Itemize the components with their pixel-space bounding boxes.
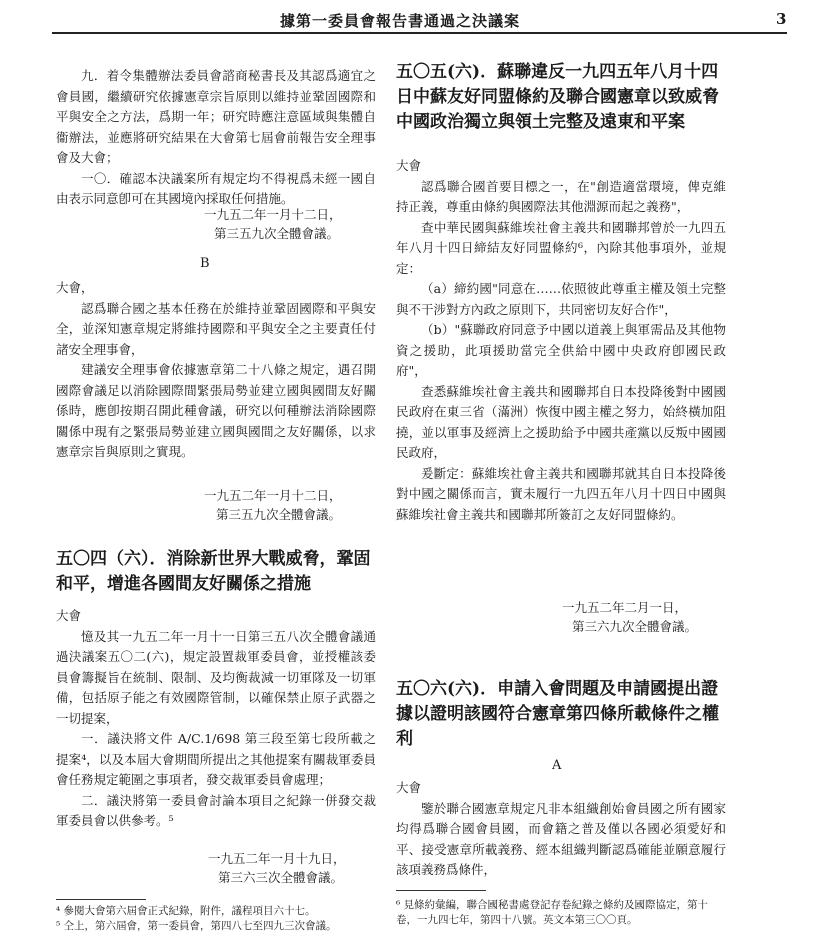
resolution-505-paragraph-4: 爰斷定：蘇維埃社會主義共和國聯邦就其自日本投降後對中國之關係而言，實未履行一九四五年八月十四日中國與蘇維埃社會主義共和國聯邦所簽訂之友好同盟條約。 [396,465,726,522]
resolution-505-paragraph-b: （b）"蘇聯政府同意予中國以道義上與軍需品及其他物資之援助，此項援助當完全供給中國中央政府卽國民政府"， [396,322,726,378]
resolution-504-body [56,606,376,832]
footnote-4: ⁴ 參閱大會第六屆會正式紀錄，附件，議程項目六十七。 [56,905,316,917]
signature-date-4: 一九五二年二月一日， [562,600,688,615]
section-b-paragraph-1: 認爲聯合國之基本任務在於維持並鞏固國際和平與安全，並深知憲章規定將維持國際和平與安全之主要責任付諸安全理事會， [56,300,376,357]
resolution-505-title: 蘇聯違反一九四五年八月十四日中蘇友好同盟條約及聯合國憲章以致威脅中國政治獨立與領土完整及遠東和平案 [396,62,719,132]
running-title: 據第一委員會報告書通過之決議案 [280,12,521,30]
footnote-5: ⁵ 仝上，第六屆會，第一委員會，第四八七至四九三次會議。 [56,920,337,932]
resolution-505-number: 五〇五(六)． [396,62,498,82]
paragraph-9: 九．着令集體辦法委員會諮商秘書長及其認爲適宜之會員國，繼續研究依據憲章宗旨原則以維持並鞏固國際和平與安全之方法，爲期一年；研究時應注意區域與集體自衞辦法，並應將研究結果在大會第七屆會前報告安全理事會及大會； [56,68,376,165]
resolution-506-paragraph-1: 鑒於聯合國憲章規定凡非本組織創始會員國之所有國家均得爲聯合國會員國，而會籍之普及僅以各國必須愛好和平、接受憲章所載義務、經本組織判斷認爲確能並願意履行該項義務爲條件， [396,800,726,877]
signature-meeting-2: 第三五九次全體會議。 [216,507,342,522]
page-header [0,0,830,34]
resolution-505-body [396,156,726,525]
section-a-label: A [552,758,562,773]
header-rule [52,32,787,34]
resolution-504-number: 五〇四（六）． [56,549,167,569]
resolution-504-paragraph-2: 一．議決將文件 A/C.1/698 第三段至第七段所載之提案⁴，以及本屆大會期間所提出之其他提案有關裁軍委員會任務規定範圍之事項者，發交裁軍委員會處理； [56,731,376,787]
resolution-506-opening: 大會 [396,780,422,795]
section-b-paragraph-2: 建議安全理事會依據憲章第二十八條之規定，遇召開國際會議足以消除國際間緊張局勢並建立國與國間友好關係時，應卽按期召開此種會議，研究以何種辦法消除國際關係中現有之緊張局勢並建立國與國間之友好關係，以求憲章宗旨與原則之實現。 [56,362,376,459]
section-b-opening: 大會， [56,280,94,295]
resolution-504-title: 消除新世界大戰威脅，鞏固和平，增進各國間友好關係之措施 [56,549,371,594]
footnote-6: ⁶ 見條約彙編，聯合國秘書處登記存卷紀錄之條約及國際協定，第十卷，一九四七年，第四十八號。英文本第三〇〇頁。 [396,899,709,926]
signature-meeting-4: 第三六九次全體會議。 [572,619,698,634]
resolution-504-heading [56,547,376,597]
section-b-block [56,278,376,463]
paragraph-9-block [56,66,376,210]
paragraph-10: 一〇．確認本決議案所有規定均不得視爲未經一國自由表示同意卽可在其國境內採取任何措施。 [56,170,376,206]
resolution-505-paragraph-a: （a）締約國"同意在……依照彼此尊重主權及領土完整與不干涉對方內政之原則下，共同密切友好合作"， [396,281,726,317]
resolution-504-paragraph-3: 二．議決將第一委員會討論本項目之紀錄一併發交裁軍委員會以供參考。⁵ [56,792,376,828]
resolution-505-paragraph-3: 查悉蘇維埃社會主義共和國聯邦自日本投降後對中國國民政府在東三省（滿洲）恢復中國主權之努力，始終橫加阻撓，並以軍事及經濟上之援助給予中國共產黨以反叛中國國民政府， [396,383,726,460]
signature-date-2: 一九五二年一月十二日， [204,488,342,503]
resolution-505-paragraph-1: 認爲聯合國首要目標之一，在"創造適當環境，俾克維持正義，尊重由條約與國際法其他淵源而起之義務"， [396,178,726,214]
resolution-505-heading [396,60,726,135]
signature-meeting-3: 第三六三次全體會議。 [218,870,344,885]
resolution-506-number: 五〇六(六)． [396,679,498,699]
signature-date-1: 一九五二年一月十二日， [204,207,342,222]
signature-meeting-1: 第三五九次全體會議。 [214,226,340,241]
section-b-label: B [200,256,210,271]
footnote-rule-left [56,899,146,900]
resolution-504-paragraph-1: 憶及其一九五二年一月十一日第三五八次全體會議通過決議案五〇二(六)，規定設置裁軍委員會，並授權該委員會籌擬旨在統制、限制、及均衡裁減一切軍隊及一切軍備，包括原子能之有效國際管制，以確保禁止原子武器之一切提案， [56,628,376,726]
resolution-506-heading [396,677,726,752]
resolution-506-title: 申請入會問題及申請國提出證據以證明該國符合憲章第四條所載條件之權利 [396,679,719,749]
resolution-505-paragraph-2: 查中華民國與蘇維埃社會主義共和國聯邦曾於一九四五年八月十四日締結友好同盟條約⁶，內除其他事項外，並規定： [396,219,726,276]
footnote-rule-right [396,890,486,891]
resolution-506-body [396,778,726,881]
signature-date-3: 一九五二年一月十九日， [208,851,346,866]
page-number: 3 [776,10,787,28]
resolution-504-opening: 大會 [56,608,82,623]
resolution-505-opening: 大會 [396,158,422,173]
